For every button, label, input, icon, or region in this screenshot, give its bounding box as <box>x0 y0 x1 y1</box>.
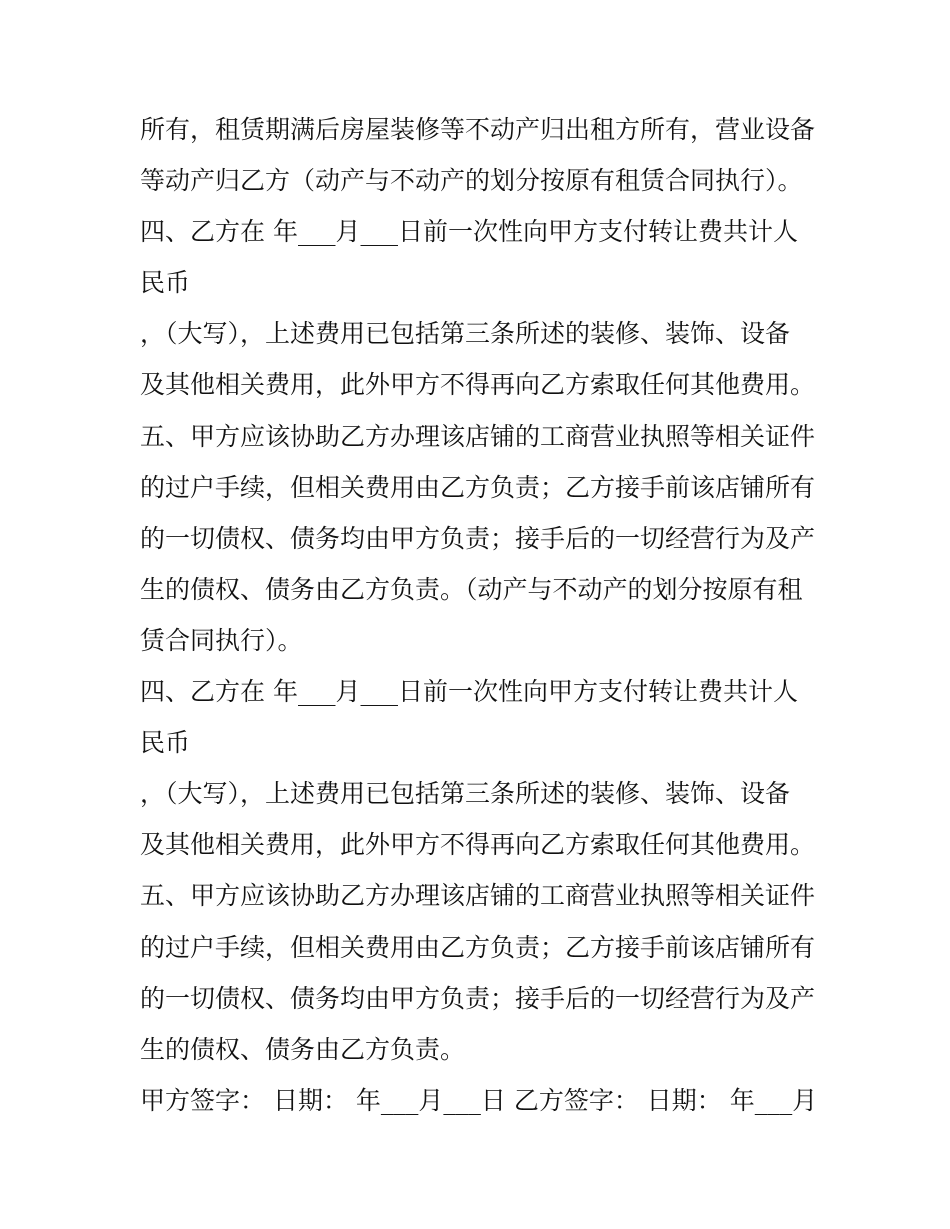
text-line: 生的债权、债务由乙方负责。 <box>140 1034 466 1064</box>
text-line: 五、甲方应该协助乙方办理该店铺的工商营业执照等相关证件 <box>140 881 816 911</box>
text-line: 及其他相关费用，此外甲方不得再向乙方索取任何其他费用。 <box>140 830 816 860</box>
text-line: 等动产归乙方（动产与不动产的划分按原有租赁合同执行）。 <box>140 166 803 196</box>
document-body <box>140 104 830 1126</box>
text-line: 五、甲方应该协助乙方办理该店铺的工商营业执照等相关证件 <box>140 421 816 451</box>
text-line: 及其他相关费用，此外甲方不得再向乙方索取任何其他费用。 <box>140 370 816 400</box>
text-line: 赁合同执行）。 <box>140 625 303 655</box>
text-line: 民币 <box>140 268 191 298</box>
text-line: 的过户手续，但相关费用由乙方负责；乙方接手前该店铺所有 <box>140 932 816 962</box>
signature-line: 甲方签字： 日期： 年___月___日 乙方签字： 日期： 年___月 <box>140 1085 818 1115</box>
text-line: 所有，租赁期满后房屋装修等不动产归出租方所有，营业设备 <box>140 115 816 144</box>
text-line: 民币 <box>140 728 191 758</box>
text-line: ，（大写），上述费用已包括第三条所述的装修、装饰、设备 <box>140 319 791 349</box>
text-line: 生的债权、债务由乙方负责。（动产与不动产的划分按原有租 <box>140 574 803 604</box>
text-line: ，（大写），上述费用已包括第三条所述的装修、装饰、设备 <box>140 779 791 809</box>
text-line: 的过户手续，但相关费用由乙方负责；乙方接手前该店铺所有 <box>140 472 816 502</box>
text-line: 四、乙方在 年___月___日前一次性向甲方支付转让费共计人 <box>140 217 798 247</box>
text-line: 四、乙方在 年___月___日前一次性向甲方支付转让费共计人 <box>140 677 798 707</box>
text-line: 的一切债权、债务均由甲方负责；接手后的一切经营行为及产 <box>140 523 816 553</box>
text-line: 的一切债权、债务均由甲方负责；接手后的一切经营行为及产 <box>140 983 816 1013</box>
